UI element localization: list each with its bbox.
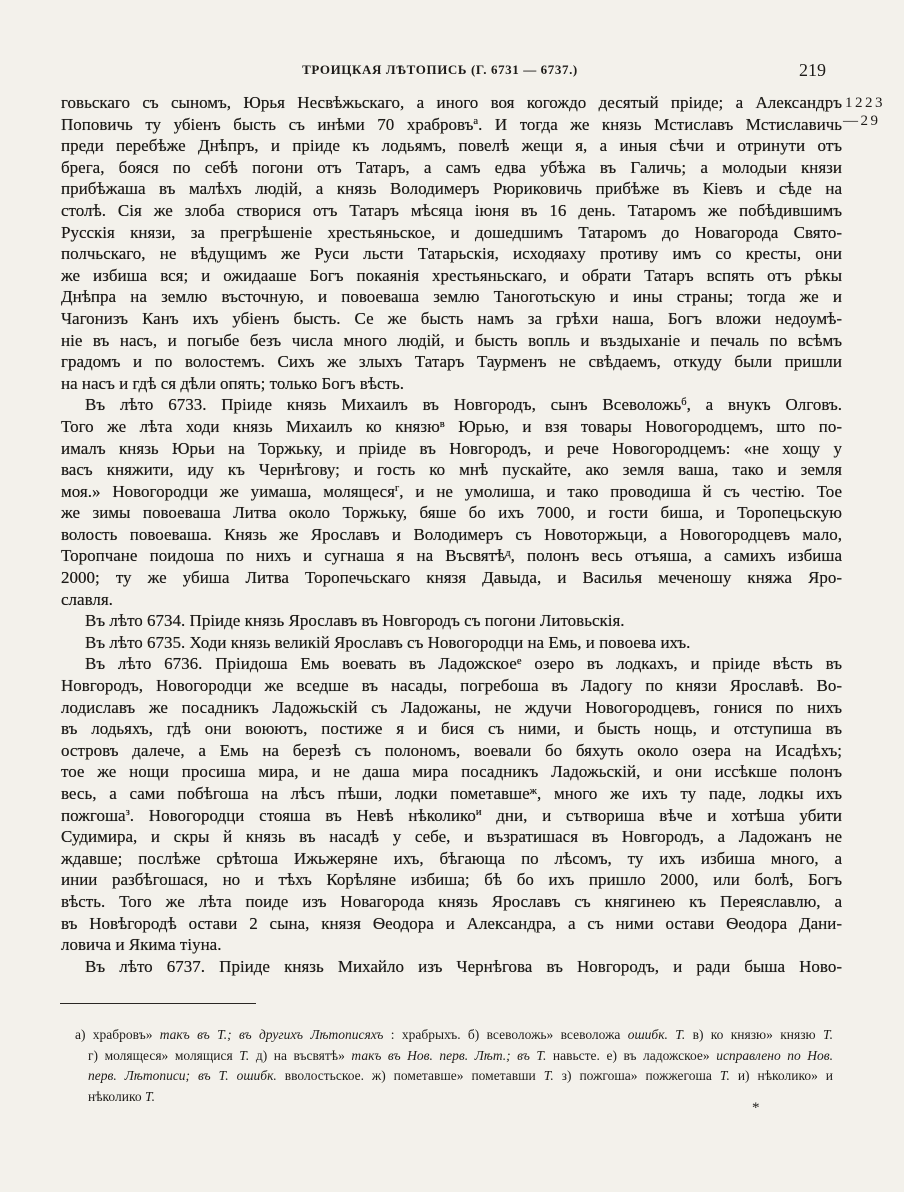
text-line: полчьскаго, не вѣдущимъ же Руси льсти Татарьскія, исходяаху противу имъ со кресты, они [61,244,842,264]
text-line: лодиславъ же посадникъ Ладожьскій съ Ладожаны, не ждучи Новогородцевъ, гонися по нихъ [61,697,842,717]
text-line [61,114,842,136]
text-segment: з) пожгоша» пожжегоша [553,1068,720,1083]
footnote-reference: а [473,116,479,128]
text-segment: Поповичь ту убіенъ бысть съ инѣми 70 храбровъ [61,114,474,134]
text-line: говьскаго съ сыномъ, Юрья Несвѣжьскаго, а иного воя когождо десятый пріиде; а Александръ [61,93,842,112]
text-line: вѣсть. Того же лѣта поиде изъ Новагорода князь Ярославъ съ княгинею къ Переяславлю, а [61,891,842,911]
emphasis-text: Т. [543,1068,554,1083]
text-segment: . И тогда же князь Мстиславъ Мстиславичь [478,114,842,134]
text-segment: д) на въсвятѣ» [249,1047,352,1063]
footnote-rule [60,1003,256,1004]
text-segment: Юрью, и взя товары Новогородцемъ, што по- [444,416,842,436]
footnote-reference: д [505,548,511,560]
text-segment: моя.» Новогородци же уимаша, молящеся [61,481,395,501]
text-segment: Въ лѣто 6733. Пріиде князь Михаилъ въ Новгородъ, сынъ Всеволожь [85,395,682,415]
footnote-line [88,1087,833,1108]
text-line: Въ лѣто 6737. Пріиде князь Михайло изъ Чернѣгова въ Новгородъ, и ради быша Ново- [85,956,842,976]
text-line: Днѣпра на землю въсточную, и повоеваша землю Таноготьскую и ины страны; тогда же и [61,287,842,307]
paragraph [61,610,842,632]
text-line: въ Новѣгородѣ остави 2 сына, князя Ѳеодора и Александра, а съ ними остави Ѳеодора Дани- [61,913,842,933]
text-line: въ лодьяхъ, гдѣ они воюютъ, постиже я и бися съ ними, и бысть нощь, и отступиша въ [61,719,842,739]
emphasis-text: такъ въ Нов. перв. Лѣт.; въ Т. [351,1047,547,1063]
footnotes [75,1025,833,1107]
text-line: же избиша вся; и ожидааше Богъ покаянія хрестьяньскаго, и обрати Татаръ вспять отъ рѣкы [61,265,842,285]
paragraph [61,632,842,654]
text-segment: : храбрыхъ. б) всеволожь» всеволожа [383,1027,628,1042]
text-line: Судимира, и скры й князь въ насадѣ у себе, и възратишася въ Новгородъ, а Ладожанъ не [61,827,842,847]
text-segment: нѣколико [88,1088,145,1104]
text-line [61,416,842,438]
text-line: Русскія князи, за прегрѣшеніе хрестьяньское, и дошедшимъ Татаромъ до Новагорода Свято- [61,222,842,242]
text-segment: , а внукъ Олговъ. [686,395,842,415]
text-line: Чагонизъ Канъ ихъ убіенъ бысть. Се же бысть намъ за грѣхи наша, Богъ вложи недоумѣ- [61,308,842,328]
text-line: инии разбѣгошася, но и тѣхъ Корѣляне избиша; бѣ бо ихъ пришло 2000, или болѣ, Богъ [61,870,842,890]
text-line: Въ лѣто 6735. Ходи князь великій Ярославъ съ Новогородци на Емь, и повоева ихъ. [85,632,691,652]
text-segment: весь, а сами побѣгоша на лѣсъ пѣши, лодки пометавше [61,784,530,803]
text-line: ималъ князь Юрьи на Торжьку, и пріиде въ Новгородъ, и рече Новогородцемъ: «не хощу у [61,438,842,458]
text-segment: , много же ихъ ту паде, лодкы ихъ [536,784,843,803]
footnote-reference: е [516,656,522,668]
paragraph [61,956,842,978]
text-line [61,545,842,567]
signature-mark: * [752,1100,760,1116]
paragraph [61,92,842,394]
text-line: Въ лѣто 6734. Пріиде князь Ярославъ въ Новгородъ съ погони Литовьскія. [85,611,625,631]
text-line [61,805,842,827]
text-segment: дни, и сътвориша вѣче и хотѣша убити [481,805,842,825]
text-line: брега, бояся по себѣ погони отъ Татаръ, а самъ едва убѣжа въ Галичь; а молодыи князи [61,157,842,177]
text-line: волость повоеваша. Князь же Ярославъ и Володимеръ съ Новоторжьци, а Новогородцевъ мало, [61,524,842,544]
footnote-reference: и [475,807,482,819]
emphasis-text: Т. [822,1027,833,1042]
text-line: 2000; ту же убиша Литва Торопечьскаго князя Давыда, и Василья меченошу княжа Яро- [61,568,842,588]
margin-note-year-end: —29 [843,113,881,129]
footnote-reference: з [125,807,130,819]
running-header: ТРОИЦКАЯ ЛѢТОПИСЬ (Г. 6731 — 6737.) [302,62,578,77]
text-line: же зимы повоеваша Литва около Торжьку, бяше бо ихъ 7000, и гости биша, и Торопецьскую [61,503,842,523]
footnote-line [75,1025,833,1046]
footnote-reference: г [394,483,400,495]
text-line: прибѣжаша въ малѣхъ людій, а князь Володимеръ Рюриковичь прибѣже въ Кіевъ и сѣде на [61,179,842,199]
footnote-reference: б [681,397,687,409]
text-line: славля. [61,589,113,609]
text-segment: навьсте. е) въ ладожское» [546,1047,717,1063]
emphasis-text: перв. Лѣтописи; въ Т. ошибк. [88,1068,277,1083]
footnote-reference: в [439,418,445,430]
emphasis-text: Т. [719,1068,730,1083]
footnote-line [88,1066,833,1087]
text-line [61,481,842,503]
paragraph [61,394,842,610]
text-line: васъ княжити, иду къ Чернѣгову; и гость ко мнѣ пускайте, ако земля ваша, тако и земля [61,460,842,480]
text-line: тое же нощи просиша мира, и не даша мира посадникъ Ладожьскій, и они иссѣкше полонъ [61,762,842,782]
text-line: Новгородъ, Новогородци же вседше въ насады, погребоша въ Ладогу по князи Ярославѣ. Во- [61,676,842,696]
text-line: на насъ и гдѣ ся дѣли опять; только Богъ вѣсть. [61,373,404,393]
text-segment: и) нѣколико» и [729,1068,833,1083]
chronicle-text [61,92,842,977]
text-line [61,783,842,805]
text-line: ніе въ насъ, и погыбе безъ числа много людій, и бысть вопль и въздыханіе и печаль по всѣмъ [61,330,842,350]
footnote-reference: ж [529,785,537,797]
text-segment: . Новогородци стояша въ Невѣ нѣколико [129,805,476,825]
paragraph [61,653,842,955]
text-segment: , и не умолиша, и тако проводиша й съ честію. Тое [399,481,843,501]
text-line [61,653,842,675]
text-line: градомъ и по волостемъ. Сихъ же злыхъ Татаръ Таурменъ не свѣдаемъ, откуду были пришли [61,352,842,372]
emphasis-text: ошибк. Т. [627,1027,686,1042]
margin-note-year-start: 1223 [845,95,885,111]
text-segment: в) ко князю» князю [685,1027,823,1042]
text-line: островъ далече, а Емь на березѣ съ полономъ, воевали бо бяхуть около озера на Исадѣхъ; [61,740,842,760]
text-segment: г) молящеся» молящися [88,1047,240,1063]
text-segment: озеро въ лодкахъ, и пріиде вѣсть въ [521,654,843,674]
text-line: ловича и Якима тіуна. [61,935,222,955]
emphasis-text: Т. [239,1047,250,1063]
text-segment: вволостьское. ж) пометавше» пометавши [276,1068,544,1083]
emphasis-text: такъ въ Т.; въ другихъ Лѣтописяхъ [159,1027,384,1042]
page-number: 219 [799,60,826,80]
text-line [61,394,842,416]
text-line: ждавше; послѣже срѣтоша Ижьжеряне ихъ, бѣгающа по лѣсомъ, ту ихъ избиша много, а [61,848,842,868]
emphasis-text: Т. [144,1088,156,1104]
text-line: столѣ. Сія же злоба створися отъ Татаръ мѣсяца іюня въ 16 день. Татаромъ же побѣдившимъ [61,200,842,220]
text-line: преди перебѣже Днѣпръ, и пріиде къ лодьямъ, повелѣ жещи я, а иныя сѣчи и отринути отъ [61,136,842,156]
text-segment: Въ лѣто 6736. Пріидоша Емь воевать въ Ладожское [85,654,517,674]
footnote-line [88,1046,833,1067]
text-segment: а) храбровъ» [75,1027,160,1042]
emphasis-text: исправлено по Нов. [716,1047,833,1063]
text-segment: Того же лѣта ходи князь Михаилъ ко князю [61,416,440,436]
text-segment: пожгоша [61,805,126,825]
text-segment: , полонъ весь отъяша, а самихъ избиша [510,546,842,566]
text-segment: Торопчане поидоша по нихъ и сугнаша я на Въсвятѣ [61,546,506,566]
